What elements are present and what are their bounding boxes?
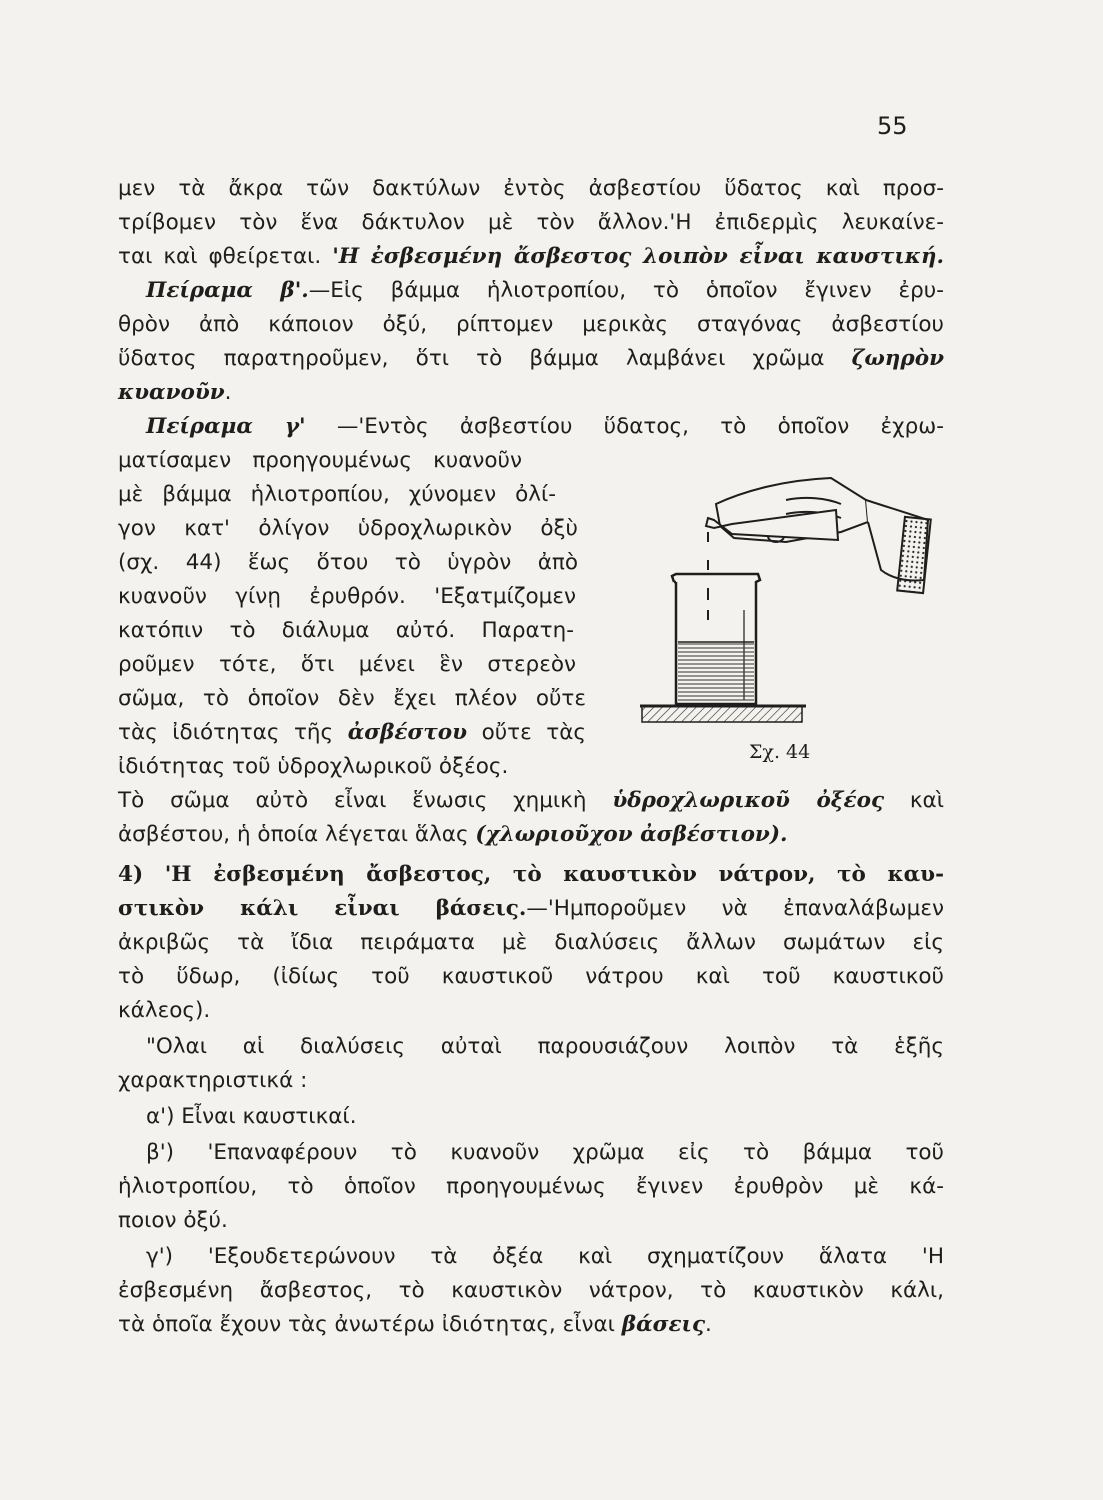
beaker-figure bbox=[636, 470, 936, 770]
text-line: "Ολαι αἱ διαλύσεις αὐταὶ παρουσιάζουν λοιπὸν τὰ ἑξῆς bbox=[146, 1034, 944, 1059]
text-line bbox=[118, 818, 788, 852]
text-line bbox=[118, 1308, 712, 1342]
text-line bbox=[118, 410, 944, 444]
section-heading: στικὸν κάλι εἶναι βάσεις. bbox=[118, 896, 527, 921]
section-heading: 4) 'Η ἐσβεσμένη ἄσβεστος, τὸ καυστικὸν νάτρον, τὸ καυ- bbox=[118, 862, 944, 887]
text-line: ἀκριβῶς τὰ ἴδια πειράματα μὲ διαλύσεις ἄλλων σωμάτων εἰς bbox=[118, 930, 944, 955]
text-span: Τὸ σῶμα αὐτὸ εἶναι ἕνωσις χημικὴ bbox=[118, 788, 613, 813]
text-span: —'Εντὸς ἀσβεστίου ὕδατος, τὸ ὁποῖον ἐχρω- bbox=[305, 414, 944, 439]
text-span: οὔτε τὰς bbox=[467, 720, 586, 745]
text-line: γον κατ' ὀλίγον ὑδροχλωρικὸν ὀξὺ bbox=[118, 516, 578, 541]
text-span: . bbox=[224, 380, 232, 405]
text-line: ροῦμεν τότε, ὅτι μένει ἓν στερεὸν bbox=[118, 652, 576, 677]
text-line: χαρακτηριστικά : bbox=[118, 1068, 308, 1093]
text-line: κατόπιν τὸ διάλυμα αὐτό. Παρατη- bbox=[118, 618, 574, 643]
figure-caption: Σχ. 44 bbox=[749, 741, 811, 763]
text-span: —'Ημποροῦμεν νὰ ἐπαναλάβωμεν bbox=[526, 896, 944, 921]
text-span: τὰ ὁποῖα ἔχουν τὰς ἀνωτέρω ἰδιότητας, εἶναι bbox=[118, 1312, 622, 1337]
text-span: τὰς ἰδιότητας τῆς bbox=[118, 720, 348, 745]
text-span: ται καὶ φθείρεται. bbox=[118, 244, 333, 269]
emphasis-text: κυανοῦν bbox=[118, 380, 225, 405]
text-line: μὲ βάμμα ἡλιοτροπίου, χύνομεν ὀλί- bbox=[118, 482, 556, 507]
text-span: —Εἰς βάμμα ἡλιοτροπίου, τὸ ὁποῖον ἔγινεν ἐρυ- bbox=[308, 278, 944, 303]
text-line bbox=[118, 274, 944, 308]
text-line: κυανοῦν γίνῃ ἐρυθρόν. 'Εξατμίζομεν bbox=[118, 584, 576, 609]
text-span: ὕδατος παρατηροῦμεν, ὅτι τὸ βάμμα λαμβάνει χρῶμα bbox=[118, 346, 852, 371]
text-line: μεν τὰ ἄκρα τῶν δακτύλων ἐντὸς ἀσβεστίου ὕδατος καὶ προσ- bbox=[118, 176, 944, 201]
text-line: κάλεος). bbox=[118, 998, 211, 1023]
text-line: σῶμα, τὸ ὁποῖον δὲν ἔχει πλέον οὔτε bbox=[118, 686, 586, 711]
emphasis-text: (χλωριοῦχον ἀσβέστιον). bbox=[475, 822, 788, 847]
text-line bbox=[118, 784, 944, 818]
text-line bbox=[118, 376, 232, 410]
liquid bbox=[678, 642, 754, 702]
emphasis-text: ἀσβέστου bbox=[347, 720, 468, 745]
text-line: ἰδιότητας τοῦ ὑδροχλωρικοῦ ὀξέος. bbox=[118, 754, 509, 779]
text-line bbox=[118, 240, 944, 274]
list-item-b: β') 'Επαναφέρουν τὸ κυανοῦν χρῶμα εἰς τὸ βάμμα τοῦ bbox=[146, 1140, 944, 1165]
list-item-c: γ') 'Εξουδετερώνουν τὰ ὀξέα καὶ σχηματίζουν ἅλατα 'Η bbox=[146, 1244, 944, 1269]
text-line: ματίσαμεν προηγουμένως κυανοῦν bbox=[118, 448, 522, 473]
text-line bbox=[118, 342, 944, 376]
text-span: καὶ bbox=[884, 788, 945, 813]
hand-illustration bbox=[706, 478, 931, 593]
text-line: ποιον ὀξύ. bbox=[118, 1208, 228, 1233]
emphasis-text: βάσεις bbox=[621, 1312, 706, 1337]
text-line: (σχ. 44) ἕως ὅτου τὸ ὑγρὸν ἀπὸ bbox=[118, 550, 578, 575]
text-line: ἡλιοτροπίου, τὸ ὁποῖον προηγουμένως ἔγινεν ἐρυθρὸν μὲ κά- bbox=[118, 1174, 944, 1199]
text-line: τὸ ὕδωρ, (ἰδίως τοῦ καυστικοῦ νάτρου καὶ τοῦ καυστικοῦ bbox=[118, 964, 944, 989]
text-line bbox=[118, 892, 944, 926]
stand-base bbox=[642, 706, 802, 722]
text-line: τρίβομεν τὸν ἕνα δάκτυλον μὲ τὸν ἄλλον.'Η ἐπιδερμὶς λευκαίνε- bbox=[118, 210, 944, 235]
text-span: . bbox=[705, 1312, 712, 1337]
text-line bbox=[118, 716, 586, 750]
emphasis-text: ὑδροχλωρικοῦ ὀξέος bbox=[612, 788, 885, 813]
page-number: 55 bbox=[877, 112, 908, 140]
experiment-title: Πείραμα β'. bbox=[146, 278, 309, 303]
text-line: ἐσβεσμένη ἄσβεστος, τὸ καυστικὸν νάτρον, τὸ καυστικὸν κάλι, bbox=[118, 1278, 944, 1303]
list-item-a: α') Εἶναι καυστικαί. bbox=[146, 1104, 357, 1129]
text-line: θρὸν ἀπὸ κάποιον ὀξύ, ρίπτομεν μερικὰς σταγόνας ἀσβεστίου bbox=[118, 312, 944, 337]
emphasis-text: 'Η ἐσβεσμένη ἄσβεστος λοιπὸν εἶναι καυστική. bbox=[332, 244, 944, 269]
experiment-title: Πείραμα γ' bbox=[146, 414, 306, 439]
emphasis-text: ζωηρὸν bbox=[851, 346, 944, 371]
text-span: ἀσβέστου, ἡ ὁποία λέγεται ἅλας bbox=[118, 822, 476, 847]
